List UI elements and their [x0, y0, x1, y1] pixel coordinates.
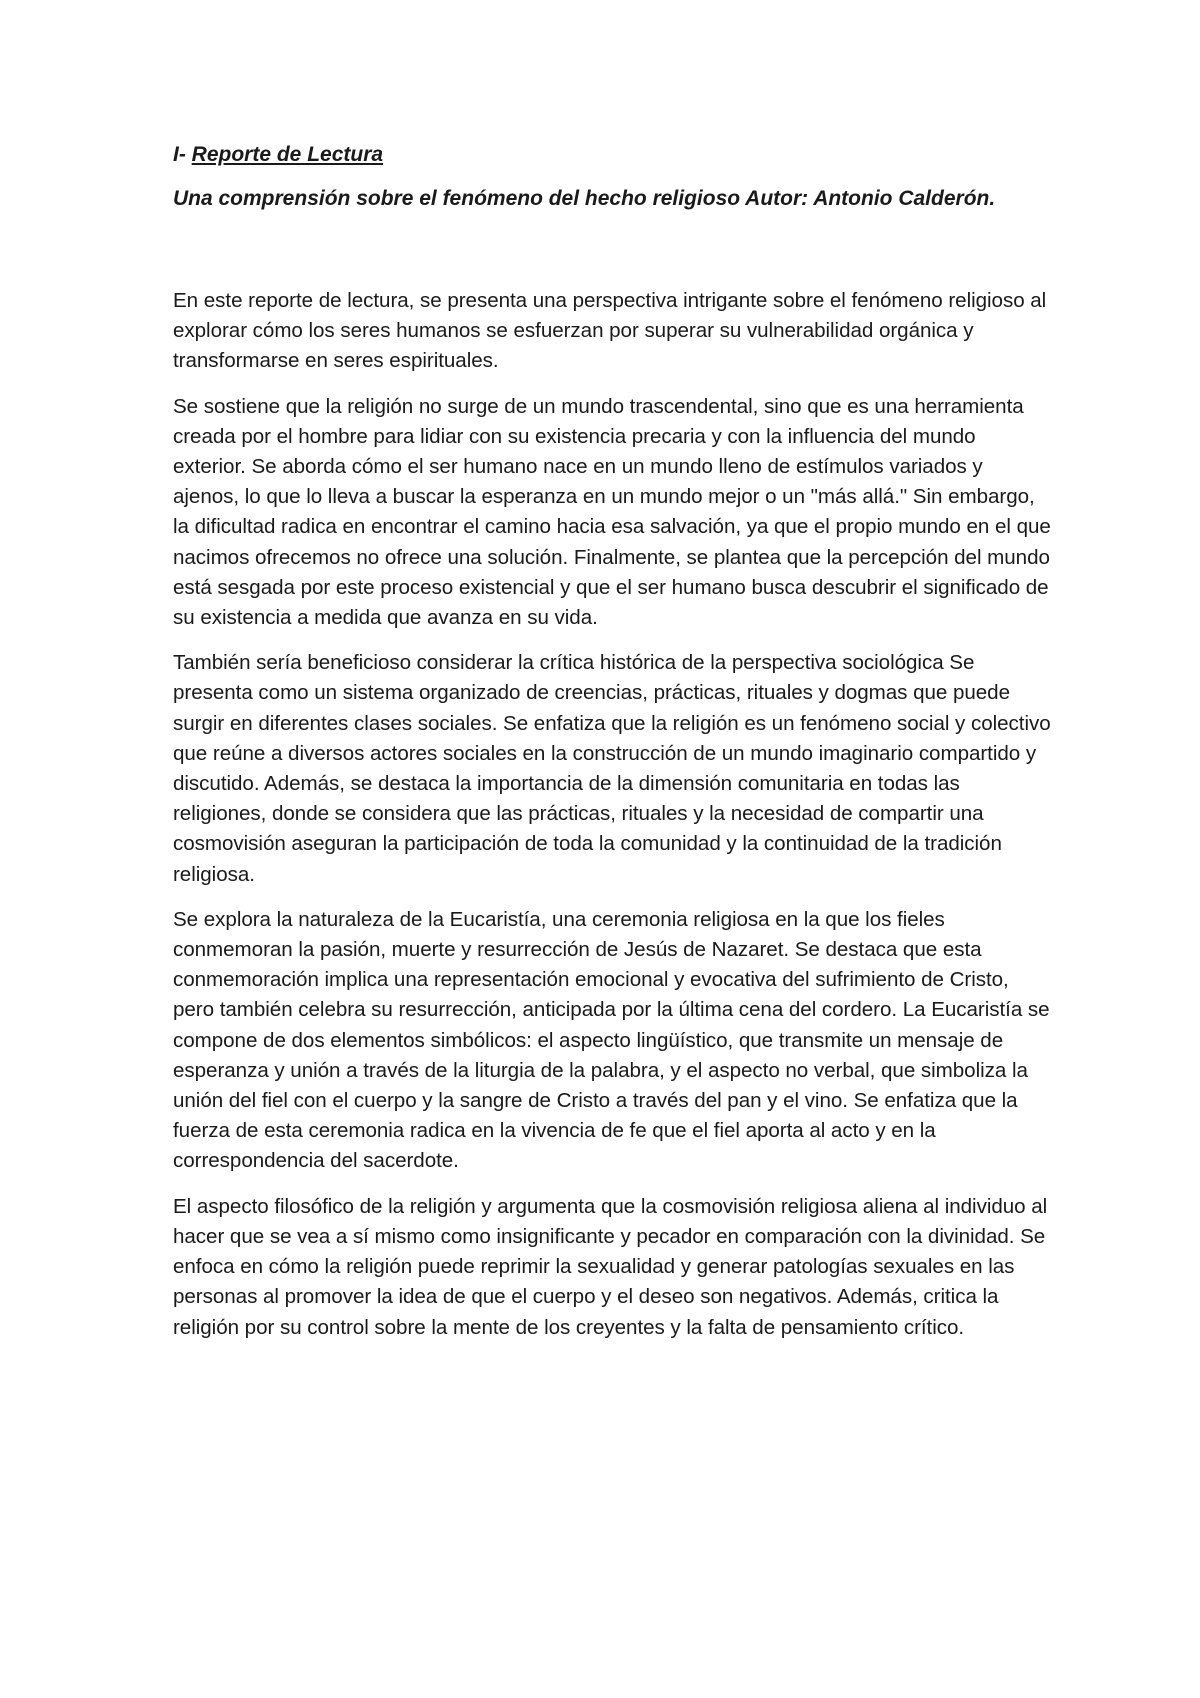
document-heading: [173, 140, 1053, 170]
paragraph-1: En este reporte de lectura, se presenta una perspectiva intrigante sobre el fenómeno religioso al explorar cómo los seres humanos se esfuerzan por superar su vulnerabilidad orgánica y transformarse en seres espirituales.: [173, 289, 1047, 373]
heading-prefix: I-: [173, 143, 192, 166]
document-body: [173, 286, 1053, 1343]
paragraph-3: También sería beneficioso considerar la crítica histórica de la perspectiva sociológica Se presenta como un sistema organizado de creencias, prácticas, rituales y dogmas que puede surgir en diferentes clases sociales. Se enfatiza que la religión es un fenómeno social y colectivo que reúne a diversos actores sociales en la construcción de un mundo imaginario compartido y discutido. Además, se destaca la importancia de la dimensión comunitaria en todas las religiones, donde se considera que las prácticas, rituales y la necesidad de compartir una cosmovisión aseguran la participación de toda la comunidad y la continuidad de la tradición religiosa.: [173, 651, 1051, 886]
paragraph-2: Se sostiene que la religión no surge de un mundo trascendental, sino que es una herramienta creada por el hombre para lidiar con su existencia precaria y con la influencia del mundo exterior. Se aborda cómo el ser humano nace en un mundo lleno de estímulos variados y ajenos, lo que lo lleva a buscar la esperanza en un mundo mejor o un "más allá." Sin embargo, la dificultad radica en encontrar el camino hacia esa salvación, ya que el propio mundo en el que nacimos ofrecemos no ofrece una solución. Finalmente, se plantea que la percepción del mundo está sesgada por este proceso existencial y que el ser humano busca descubrir el significado de su existencia a medida que avanza en su vida.: [173, 394, 1051, 630]
paragraph-4: Se explora la naturaleza de la Eucaristía, una ceremonia religiosa en la que los fieles conmemoran la pasión, muerte y resurrección de Jesús de Nazaret. Se destaca que esta conmemoración implica una representación emocional y evocativa del sufrimiento de Cristo, pero también celebra su resurrección, anticipada por la última cena del cordero. La Eucaristía se compone de dos elementos simbólicos: el aspecto lingüístico, que transmite un mensaje de esperanza y unión a través de la liturgia de la palabra, y el aspecto no verbal, que simboliza la unión del fiel con el cuerpo y la sangre de Cristo a través del pan y el vino. Se enfatiza que la fuerza de esta ceremonia radica en la vivencia de fe que el fiel aporta al acto y en la correspondencia del sacerdote.: [173, 907, 1050, 1173]
document-page: [173, 140, 1053, 1358]
document-subtitle: Una comprensión sobre el fenómeno del hecho religioso Autor: Antonio Calderón.: [173, 187, 996, 210]
paragraph-5: El aspecto filosófico de la religión y argumenta que la cosmovisión religiosa aliena al individuo al hacer que se vea a sí mismo como insignificante y pecador en comparación con la divinidad. Se enfoca en cómo la religión puede reprimir la sexualidad y generar patologías sexuales en las personas al promover la idea de que el cuerpo y el deseo son negativos. Además, critica la religión por su control sobre la mente de los creyentes y la falta de pensamiento crítico.: [173, 1194, 1048, 1339]
heading-title: Reporte de Lectura: [191, 143, 384, 166]
